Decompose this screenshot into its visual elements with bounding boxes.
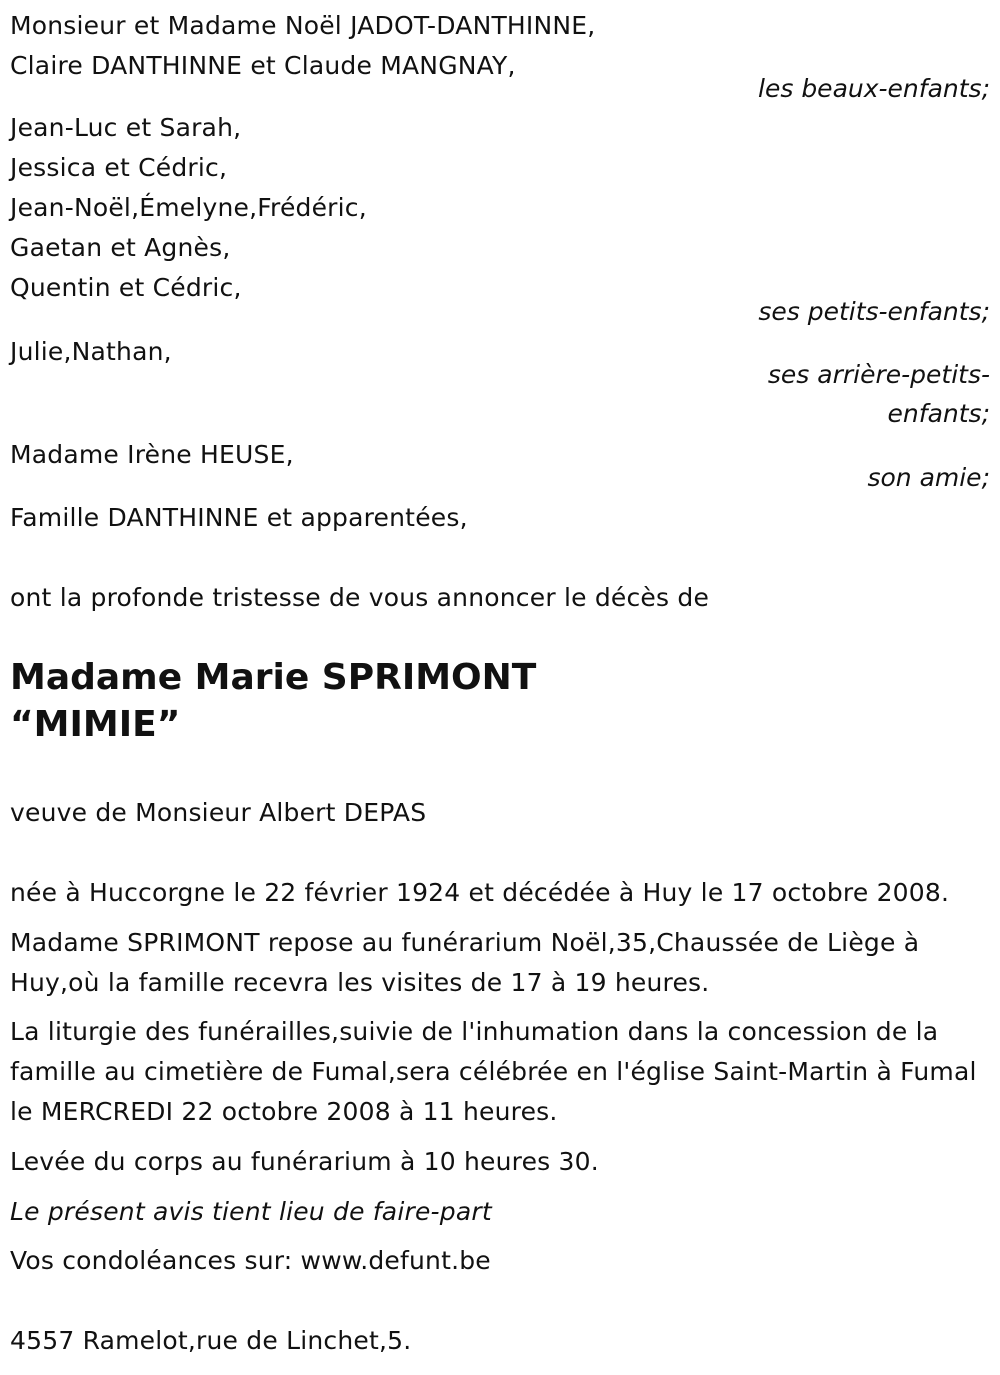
deceased-nickname: “MIMIE”: [10, 704, 181, 745]
role-beaux-enfants: les beaux-enfants;: [758, 74, 990, 103]
funeral-home-paragraph: Madame SPRIMONT repose au funérarium Noël,35,Chaussée de Liège à Huy,où la famille recevra les visites de 17 à 19 heures.: [10, 928, 920, 997]
role-arriere-petits-enfants-1: ses arrière-petits-: [767, 360, 990, 389]
grandchild-line: Gaetan et Agnès,: [10, 233, 231, 262]
announcement-line: ont la profonde tristesse de vous annoncer le décès de: [10, 583, 710, 612]
notice-line: Le présent avis tient lieu de faire-part: [10, 1197, 492, 1226]
friend-line: Madame Irène HEUSE,: [10, 440, 294, 469]
deceased-name: Madame Marie SPRIMONT: [10, 657, 537, 698]
family-line-danthinne: Claire DANTHINNE et Claude MANGNAY,: [10, 51, 516, 80]
role-arriere-petits-enfants-2: enfants;: [887, 399, 990, 428]
levee-line: Levée du corps au funérarium à 10 heures 30.: [10, 1147, 599, 1176]
condolences-line: Vos condoléances sur: www.defunt.be: [10, 1246, 491, 1275]
role-amie: son amie;: [867, 463, 990, 492]
widow-of-line: veuve de Monsieur Albert DEPAS: [10, 798, 427, 827]
grandchild-line: Jessica et Cédric,: [10, 153, 228, 182]
relatives-line: Famille DANTHINNE et apparentées,: [10, 503, 468, 532]
grandchild-line: Quentin et Cédric,: [10, 273, 242, 302]
birth-death-line: née à Huccorgne le 22 février 1924 et décédée à Huy le 17 octobre 2008.: [10, 878, 950, 907]
great-grandchildren-line: Julie,Nathan,: [10, 337, 172, 366]
address-line: 4557 Ramelot,rue de Linchet,5.: [10, 1326, 412, 1355]
role-petits-enfants: ses petits-enfants;: [758, 297, 990, 326]
liturgy-paragraph: La liturgie des funérailles,suivie de l'inhumation dans la concession de la famille au cimetière de Fumal,sera célébrée en l'église Saint-Martin à Fumal le MERCREDI 22 octobre 2008 à 11 heures.: [10, 1017, 977, 1126]
grandchild-line: Jean-Luc et Sarah,: [10, 113, 242, 142]
grandchild-line: Jean-Noël,Émelyne,Frédéric,: [10, 193, 367, 222]
family-line-jadot: Monsieur et Madame Noël JADOT-DANTHINNE,: [10, 11, 596, 40]
